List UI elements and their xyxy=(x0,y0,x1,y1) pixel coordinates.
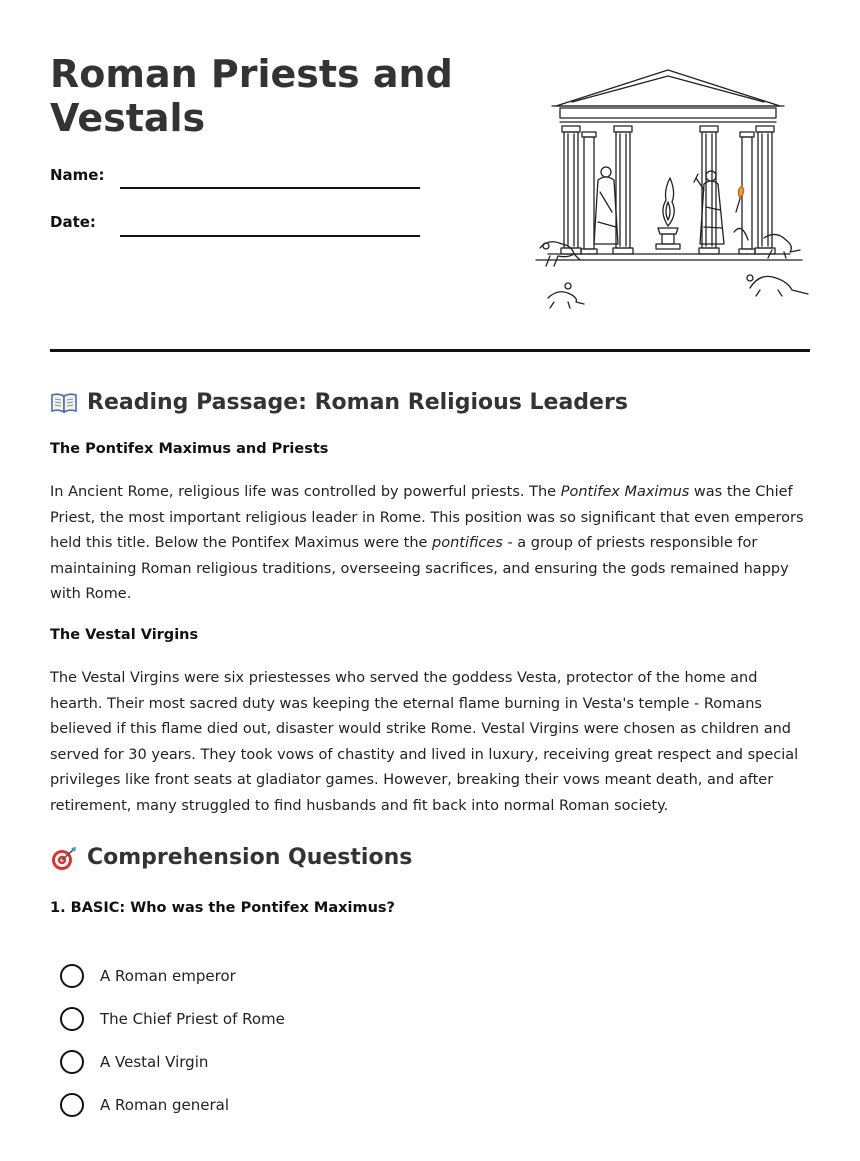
subheading-pontifex: The Pontifex Maximus and Priests xyxy=(50,441,329,457)
answer-option-label: A Roman general xyxy=(100,1096,230,1114)
date-field[interactable] xyxy=(120,213,420,237)
reading-heading xyxy=(50,390,628,415)
term-pontifex-maximus: Pontifex Maximus xyxy=(560,484,690,500)
answer-option-a[interactable] xyxy=(60,964,236,988)
term-pontifices: pontifices xyxy=(432,535,503,551)
answer-option-label: The Chief Priest of Rome xyxy=(100,1010,285,1028)
subheading-vestals: The Vestal Virgins xyxy=(50,627,199,643)
date-input[interactable] xyxy=(120,209,424,235)
questions-heading xyxy=(50,845,412,870)
name-input[interactable] xyxy=(120,161,424,187)
questions-heading-text: Comprehension Questions xyxy=(87,845,413,870)
section-divider xyxy=(50,349,810,352)
temple-illustration xyxy=(528,62,810,312)
answer-option-label: A Vestal Virgin xyxy=(100,1053,209,1071)
paragraph-vestals: The Vestal Virgins were six priestesses who served the goddess Vesta, protector of the home and hearth. Their most sacred duty was keeping the eternal flame burning in Vesta's temple - Romans believed if this flame died out, disaster would strike Rome. Vestal Virgins were chosen as children and served for 30 years. They took vows of chastity and lived in luxury, receiving great respect and special privileges like front seats at gladiator games. However, breaking their vows meant death, and after retirement, many struggled to find husbands and fit back into normal Roman society. xyxy=(50,670,799,814)
name-field[interactable] xyxy=(120,166,420,189)
answer-option-label: A Roman emperor xyxy=(100,967,236,985)
reading-heading-text: Reading Passage: Roman Religious Leaders xyxy=(87,390,628,415)
radio-circle[interactable] xyxy=(60,1093,84,1117)
worksheet-title: Roman Priests and Vestals xyxy=(50,52,453,140)
radio-circle[interactable] xyxy=(60,1050,84,1074)
answer-option-d[interactable] xyxy=(60,1093,229,1117)
radio-circle[interactable] xyxy=(60,964,84,988)
open-book-icon xyxy=(50,391,78,415)
date-label: Date: xyxy=(50,213,96,231)
question-1: 1. BASIC: Who was the Pontifex Maximus? xyxy=(50,900,395,916)
target-icon xyxy=(50,846,78,870)
name-label: Name: xyxy=(50,166,105,184)
answer-option-b[interactable] xyxy=(60,1007,285,1031)
answer-option-c[interactable] xyxy=(60,1050,208,1074)
radio-circle[interactable] xyxy=(60,1007,84,1031)
paragraph-pontifex: In Ancient Rome, religious life was controlled by powerful priests. The Pontifex Maximus was the Chief Priest, the most important religious leader in Rome. This position was so significant that even emperors held this title. Below the Pontifex Maximus were the pontifices - a group of priests responsible for maintaining Roman religious traditions, overseeing sacrifices, and ensuring the gods remained happy with Rome. xyxy=(50,484,804,602)
